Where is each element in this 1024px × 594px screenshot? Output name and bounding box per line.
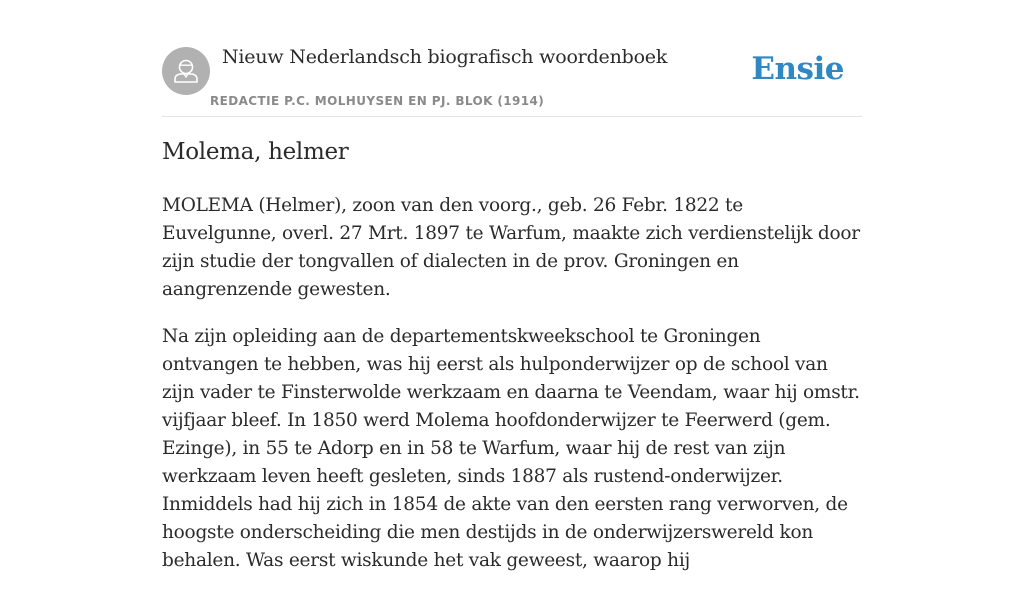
article-body bbox=[162, 192, 862, 594]
book-title[interactable]: Nieuw Nederlandsch biografisch woordenboek bbox=[222, 46, 668, 68]
article-title: Molema, helmer bbox=[162, 139, 349, 165]
person-outline-icon bbox=[162, 47, 210, 95]
book-header bbox=[162, 46, 862, 117]
ensie-logo[interactable]: Ensie bbox=[751, 51, 844, 87]
article-paragraph: MOLEMA (Helmer), zoon van den voorg., geb. 26 Febr. 1822 te Euvelgunne, overl. 27 Mrt. 1897 te Warfum, maakte zich verdienstelijk door zijn studie der tongvallen of dialecten in de prov. Groningen en aangrenzende gewesten. bbox=[162, 195, 860, 300]
book-editors: REDACTIE P.C. MOLHUYSEN EN PJ. BLOK (1914) bbox=[210, 94, 545, 108]
article-paragraph: Na zijn opleiding aan de departementskweekschool te Groningen ontvangen te hebben, was hij eerst als hulponderwijzer op de school van zijn vader te Finsterwolde werkzaam en daarna te Veendam, waar hij omstr. vijfjaar bleef. In 1850 werd Molema hoofdonderwijzer te Feerwerd (gem. Ezinge), in 55 te Adorp en in 58 te Warfum, waar hij de rest van zijn werkzaam leven heeft gesleten, sinds 1887 als rustend-onderwijzer. Inmiddels had hij zich in 1854 de akte van den eersten rang verworven, de hoogste onderscheiding die men destijds in de onderwijzerswereld kon behalen. Was eerst wiskunde het vak geweest, waarop hij bbox=[162, 326, 860, 571]
